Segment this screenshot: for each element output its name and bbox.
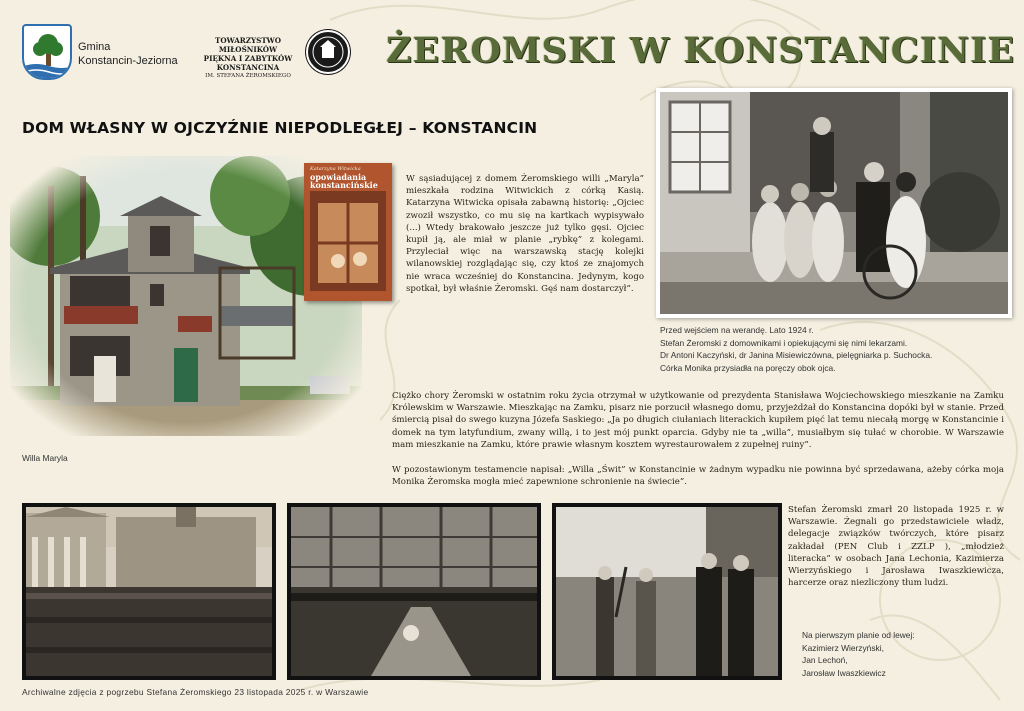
society-line-2: PIĘKNA I ZABYTKÓW bbox=[203, 54, 293, 63]
society-seal-logo bbox=[306, 30, 350, 74]
veranda-caption-line: Córka Monika przysiadła na poręczy obok ojca. bbox=[660, 362, 836, 373]
funeral-procession-photo bbox=[287, 503, 541, 680]
society-line-4: IM. STEFANA ŻEROMSKIEGO bbox=[205, 73, 291, 79]
funeral-poets-photo bbox=[552, 503, 782, 680]
gmina-line-2: Konstancin-Jeziorna bbox=[78, 55, 178, 67]
veranda-caption-line: Dr Antoni Kaczyński, dr Janina Misiewiczówna, pielęgniarka p. Suchocka. bbox=[660, 350, 933, 360]
society-name bbox=[192, 36, 304, 81]
foreground-caption bbox=[802, 629, 1002, 679]
funeral-photos-caption: Archiwalne zdjęcia z pogrzebu Stefana Żeromskiego 23 listopada 2025 r. w Warszawie bbox=[22, 687, 369, 697]
foreground-caption-line: Na pierwszym planie od lewej: bbox=[802, 630, 915, 640]
veranda-group-photo bbox=[656, 88, 1012, 318]
society-line-3: KONSTANCINA bbox=[216, 63, 280, 72]
testament-paragraph: W pozostawionym testamencie napisał: „Willa „Świt” w Konstancinie w żadnym wypadku nie powinna być sprzedawana, ażeby córka moja Monika Żeromska mogła mieć zapewnione schronienie na świecie”. bbox=[392, 465, 1004, 488]
veranda-caption bbox=[660, 324, 1012, 374]
foreground-caption-line: Kazimierz Wierzyński, bbox=[802, 642, 884, 653]
death-paragraph: Stefan Żeromski zmarł 20 listopada 1925 r. w Warszawie. Żegnali go przedstawiciele władz, delegacje związków twórczych, które pisarz zakładał (PEN Club i ZZLP ), „młodzież literacka” w osobach Jana Lechonia, Kazimierza Wierzyńskiego i Jarosława Iwaszkiewicza, harcerze oraz niezliczony tłum ludzi. bbox=[788, 505, 1004, 589]
foreground-caption-line: Jarosław Iwaszkiewicz bbox=[802, 667, 886, 678]
society-line-1: TOWARZYSTWO MIŁOŚNIKÓW bbox=[214, 36, 282, 54]
book-cover-image bbox=[304, 163, 392, 301]
veranda-caption-line: Stefan Żeromski z domownikami i opiekującymi się nimi lekarzami. bbox=[660, 337, 908, 348]
book-title: opowiadania konstancińskie bbox=[310, 172, 378, 190]
page-title: ŻEROMSKI W KONSTANCINIE bbox=[386, 30, 1016, 71]
story-paragraph: W sąsiadującej z domem Żeromskiego willi „Maryla” mieszkała rodzina Witwickich z córką Kasią. Katarzyna Witwicka opisała zabawną historię: „Ojciec zwoził wszystko, co mu się na kartkach wypisywało (...) Wtedy brakowało jeszcze już tylko gęsi. Ojciec kupił ją, ale miał w planie „rybkę” z kolegami. Przyleciał więc na warszawską stację kolejki wilanowskiej rozglądając się, czy ktoś ze znajomych nie wraca wcześniej do Konstancina. Jedynym, kogo spotkał, był właśnie Żeromski. Gęś nam dostarczył”. bbox=[406, 174, 644, 294]
veranda-caption-line: Przed wejściem na werandę. Lato 1924 r. bbox=[660, 325, 814, 335]
foreground-caption-line: Jan Lechoń, bbox=[802, 655, 848, 665]
book-author: Katarzyna Witwicka bbox=[310, 166, 361, 172]
section-title: DOM WŁASNY W OJCZYŹNIE NIEPODLEGŁEJ – KONSTANCIN bbox=[22, 119, 538, 137]
villa-caption: Willa Maryla bbox=[22, 453, 68, 463]
gmina-coat-of-arms-logo bbox=[22, 24, 72, 80]
castle-paragraph: Ciężko chory Żeromski w ostatnim roku życia otrzymał w użytkowanie od prezydenta Stanisława Wojciechowskiego mieszkanie na Zamku Królewskim w Warszawie. Mieszkając na Zamku, pisarz nie porzucił własnego domu, przyjeżdżał do Konstancina dopóki był w stanie. Przed śmiercią pisał do swego kuzyna Józefa Saskiego: „Ja po długich ciułaniach literackich kupiłem pięć lat temu niecałą morgę w Konstancinie i domek na tym latyfundium, zwany willą, i to jest mój punkt oparcia. Gdyby nie ta „willa”, musiałbym się tułać w chorobie. W Warszawie mam mieszkanie na Zamku, które prawie własnym kosztem wyrestaurowałem z zupełnej ruiny”. bbox=[392, 391, 1004, 450]
gmina-name bbox=[78, 40, 178, 68]
funeral-crowd-photo bbox=[22, 503, 276, 680]
gmina-line-1: Gmina bbox=[78, 41, 111, 53]
